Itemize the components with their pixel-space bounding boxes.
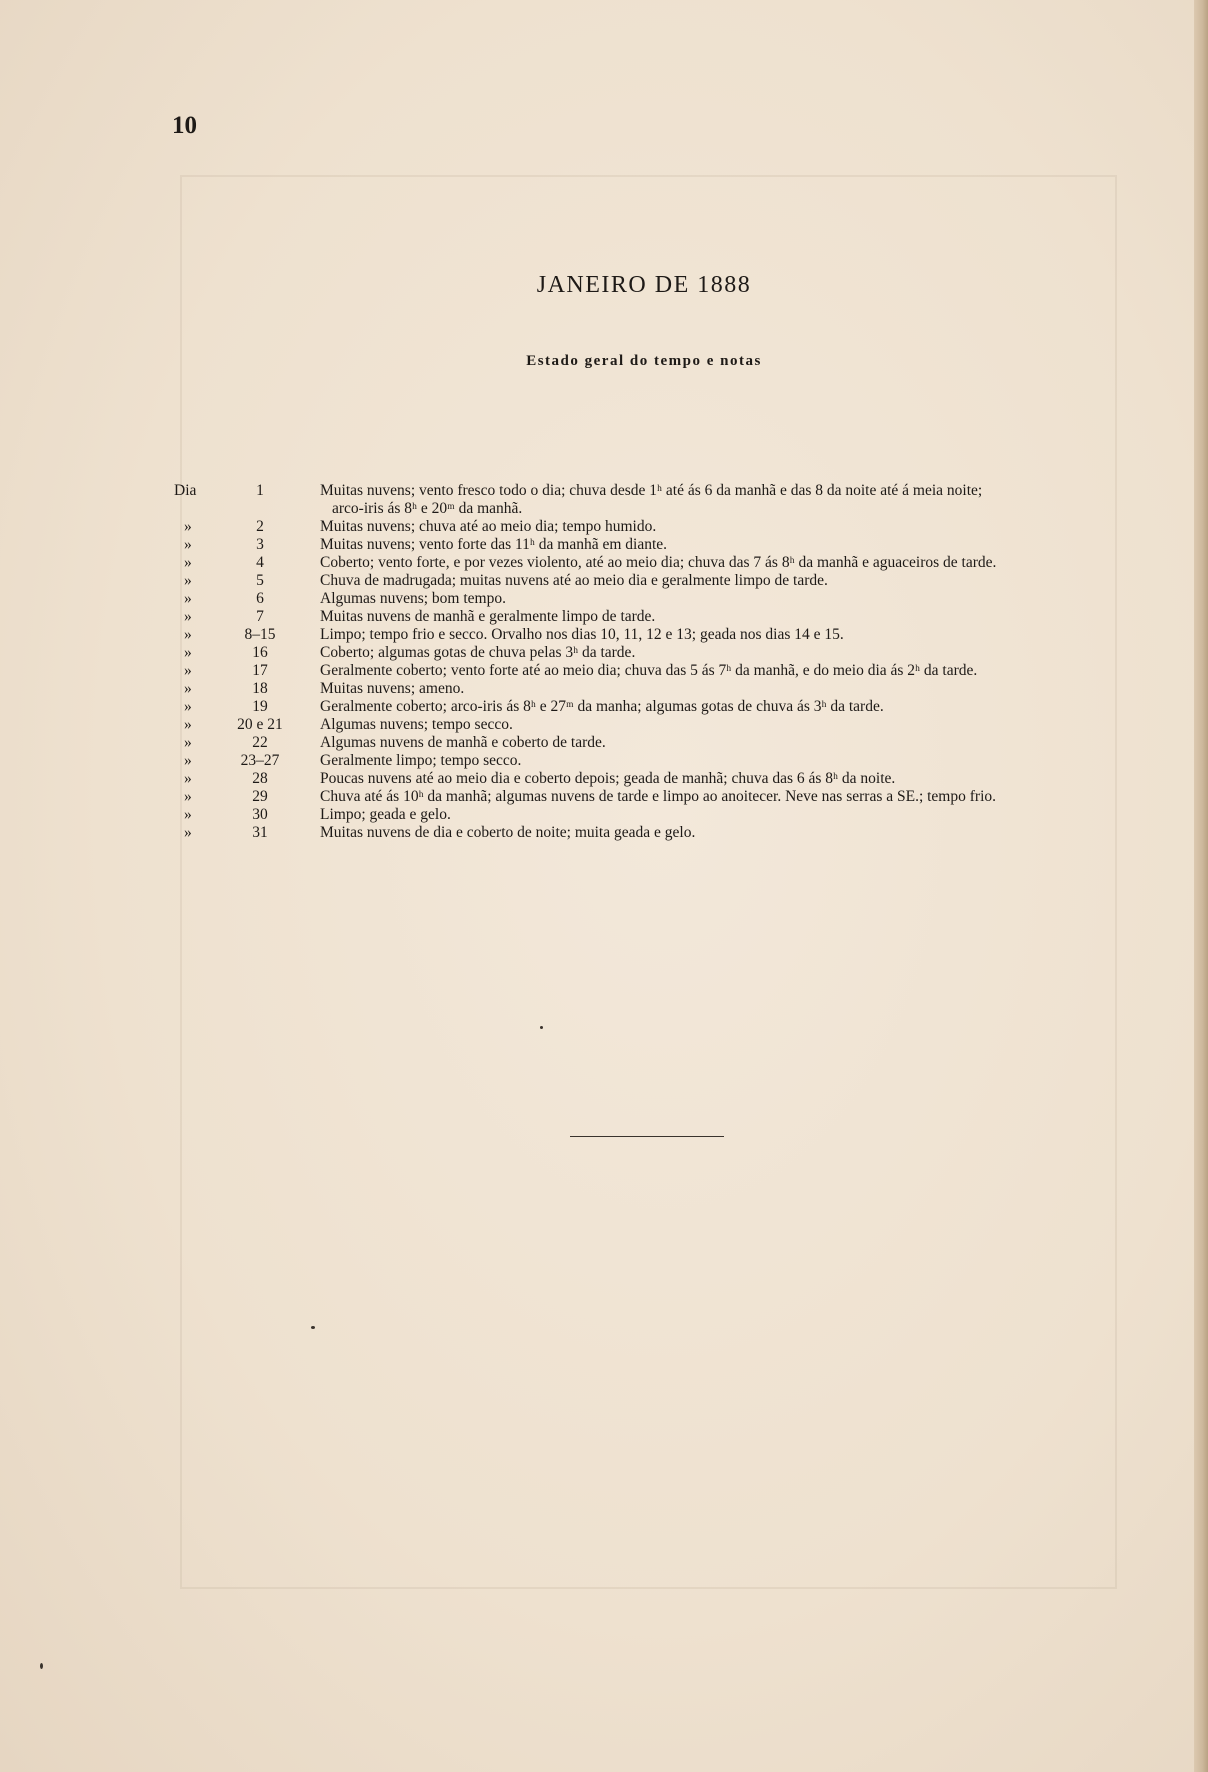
entry-text: Muitas nuvens; vento forte das 11ʰ da manhã em diante. [320, 536, 668, 553]
entry-label: » [184, 716, 192, 733]
entry-label: » [184, 644, 192, 661]
entry-day: 7 [256, 608, 264, 625]
entry-text: Algumas nuvens; tempo secco. [320, 716, 513, 733]
list-item [170, 770, 1120, 788]
entry-label: » [184, 572, 192, 589]
entry-text: Muitas nuvens de dia e coberto de noite; muita geada e gelo. [320, 824, 696, 841]
list-item [170, 716, 1120, 734]
list-item [170, 626, 1120, 644]
entry-text: Muitas nuvens; ameno. [320, 680, 465, 697]
entry-day: 19 [252, 698, 268, 715]
entry-text: Coberto; algumas gotas de chuva pelas 3ʰ da tarde. [320, 644, 636, 661]
entry-label: » [184, 752, 192, 769]
entry-label: » [184, 518, 192, 535]
list-item [170, 788, 1120, 806]
entry-day: 6 [256, 590, 264, 607]
entry-day: 2 [256, 518, 264, 535]
weather-notes-list [170, 482, 1120, 842]
entry-text: Muitas nuvens; vento fresco todo o dia; chuva desde 1ʰ até ás 6 da manhã e das 8 da noite até á meia noite; [320, 482, 983, 499]
entry-day: 3 [256, 536, 264, 553]
entry-label: » [184, 698, 192, 715]
entry-day: 28 [252, 770, 268, 787]
entry-text: Limpo; tempo frio e secco. Orvalho nos dias 10, 11, 12 e 13; geada nos dias 14 e 15. [320, 626, 844, 643]
page-edge [1194, 0, 1208, 1772]
list-item [170, 536, 1120, 554]
entry-day: 4 [256, 554, 264, 571]
entry-text-continuation: arco-iris ás 8ʰ e 20ᵐ da manhã. [332, 500, 523, 517]
entry-text: Muitas nuvens; chuva até ao meio dia; tempo humido. [320, 518, 657, 535]
section-subtitle: Estado geral do tempo e notas [526, 353, 762, 369]
entry-text: Geralmente coberto; vento forte até ao meio dia; chuva das 5 ás 7ʰ da manhã, e do meio dia ás 2ʰ da tarde. [320, 662, 978, 679]
entry-label: » [184, 734, 192, 751]
entry-label: » [184, 662, 192, 679]
list-item [170, 572, 1120, 590]
entry-day: 30 [252, 806, 268, 823]
entry-text: Coberto; vento forte, e por vezes violento, até ao meio dia; chuva das 7 ás 8ʰ da manhã e aguaceiros de tarde. [320, 554, 997, 571]
list-item [170, 680, 1120, 698]
list-item [170, 752, 1120, 770]
entry-day: 8–15 [244, 626, 276, 643]
list-item [170, 518, 1120, 536]
section-divider [570, 1136, 724, 1137]
page-number: 10 [172, 112, 197, 139]
paper-speck [40, 1663, 43, 1669]
list-item [170, 554, 1120, 572]
entry-day: 16 [252, 644, 268, 661]
list-item [170, 806, 1120, 824]
entry-label: » [184, 824, 192, 841]
entry-day: 31 [252, 824, 268, 841]
entry-text: Geralmente limpo; tempo secco. [320, 752, 522, 769]
entry-text: Geralmente coberto; arco-iris ás 8ʰ e 27ᵐ da manha; algumas gotas de chuva ás 3ʰ da tarde. [320, 698, 884, 715]
entry-text: Muitas nuvens de manhã e geralmente limpo de tarde. [320, 608, 656, 625]
entry-label: » [184, 626, 192, 643]
entry-text: Limpo; geada e gelo. [320, 806, 451, 823]
entry-day: 23–27 [240, 752, 280, 769]
list-item [170, 644, 1120, 662]
list-item [170, 824, 1120, 842]
entry-label: » [184, 536, 192, 553]
list-item [170, 608, 1120, 626]
list-item [170, 698, 1120, 716]
entry-label: Dia [174, 482, 197, 499]
entry-text: Chuva de madrugada; muitas nuvens até ao meio dia e geralmente limpo de tarde. [320, 572, 828, 589]
paper-speck [540, 1026, 543, 1029]
list-item [170, 734, 1120, 752]
entry-day: 29 [252, 788, 268, 805]
page-title: JANEIRO DE 1888 [536, 272, 752, 298]
entry-day: 22 [252, 734, 268, 751]
entry-label: » [184, 788, 192, 805]
list-item [170, 590, 1120, 608]
entry-label: » [184, 806, 192, 823]
entry-text: Algumas nuvens; bom tempo. [320, 590, 506, 607]
list-item [170, 482, 1120, 518]
entry-day: 18 [252, 680, 268, 697]
entry-day: 17 [252, 662, 268, 679]
entry-label: » [184, 590, 192, 607]
paper-speck [311, 1326, 315, 1329]
list-item [170, 662, 1120, 680]
entry-day: 1 [256, 482, 264, 499]
entry-label: » [184, 608, 192, 625]
bleed-through-frame [180, 175, 1117, 1589]
entry-day: 5 [256, 572, 264, 589]
entry-label: » [184, 770, 192, 787]
entry-text: Chuva até ás 10ʰ da manhã; algumas nuvens de tarde e limpo ao anoitecer. Neve nas serras a SE.; tempo frio. [320, 788, 996, 805]
entry-label: » [184, 680, 192, 697]
entry-text: Algumas nuvens de manhã e coberto de tarde. [320, 734, 606, 751]
entry-label: » [184, 554, 192, 571]
entry-day: 20 e 21 [237, 716, 283, 733]
entry-text: Poucas nuvens até ao meio dia e coberto depois; geada de manhã; chuva das 6 ás 8ʰ da noite. [320, 770, 896, 787]
